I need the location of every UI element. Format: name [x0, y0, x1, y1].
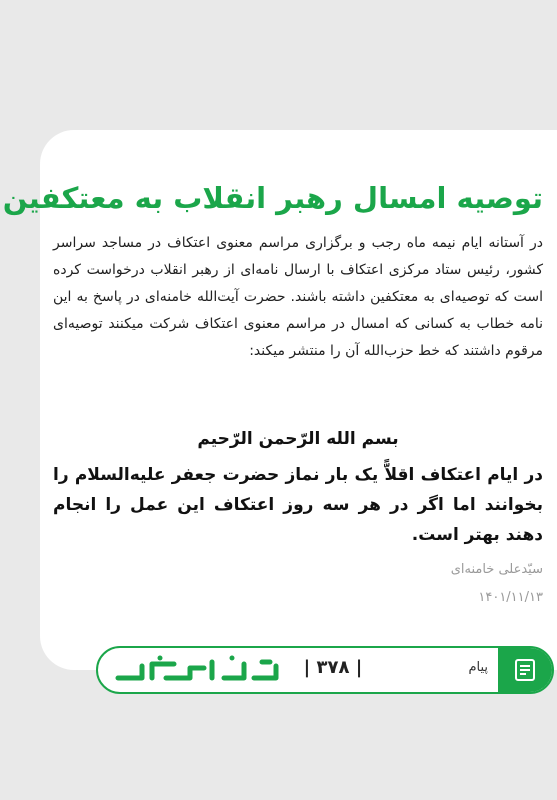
footer-bar [96, 646, 554, 694]
post-headline: توصیه امسال رهبر انقلاب به معتکفین [2, 181, 543, 215]
bismillah: بسم الله الرّحمن الرّحیم [197, 429, 399, 449]
signature: سیّدعلی خامنه‌ای [450, 562, 543, 577]
message-number: | ۳۷۸ | [303, 657, 363, 678]
post-card [2, 130, 557, 670]
message-date: ۱۴۰۱/۱۱/۱۳ [478, 590, 543, 605]
footer-label: پیام [468, 660, 488, 675]
khat-hezbollah-logo [112, 654, 282, 686]
leader-message: در ایام اعتکاف اقلاًّ یک بار نماز حضرت جعفر علیه‌السلام را بخوانند اما اگر در هر سه روز اعتکاف این عمل را انجام دهند بهتر است. [53, 465, 543, 545]
post-body: در آستانه ایام نیمه ماه رجب و برگزاری مراسم معنوی اعتکاف در مساجد سراسر کشور، رئیس ستاد مرکزی اعتکاف با ارسال نامه‌ای از رهبر انقلاب درخواست کرده است که توصیه‌ای به معتکفین داشته باشند. حضرت آیت‌الله خامنه‌ای در پاسخ به این نامه خطاب به کسانی که امسال در مراسم معنوی اعتکاف شرکت میکنند توصیه‌ای مرقوم داشتند که خط حزب‌الله آن را منتشر میکند: [53, 235, 543, 359]
message-doc-icon [512, 657, 538, 683]
footer-icon-box [498, 648, 552, 692]
